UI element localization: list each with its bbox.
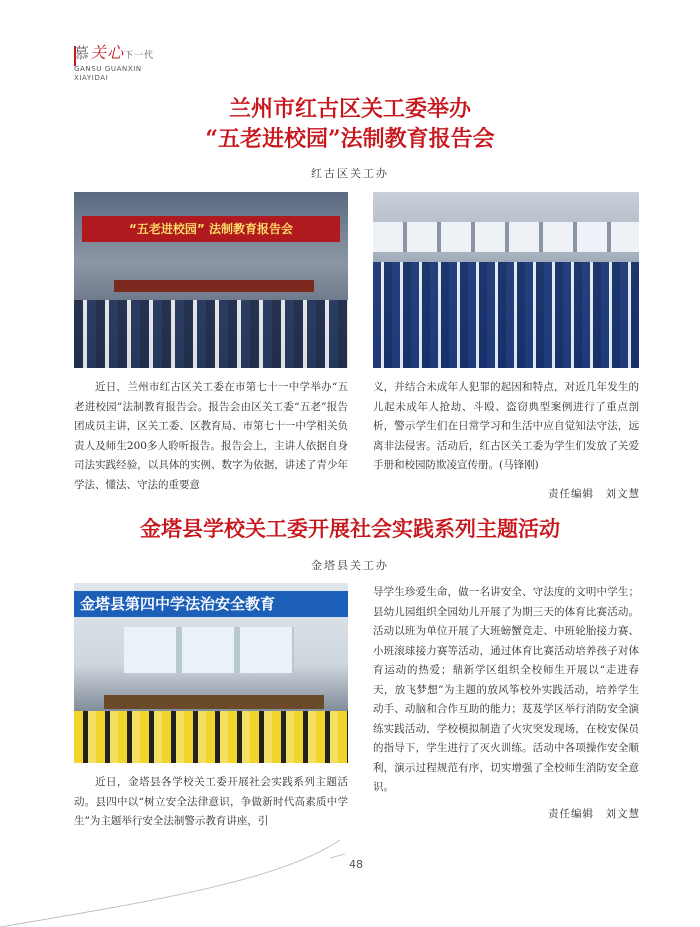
stage-banner: “五老进校园” 法制教育报告会 [82, 216, 340, 242]
display-boards [124, 627, 294, 673]
school-banner: 金塔县第四中学法治安全教育 [74, 591, 348, 617]
article1-byline: 红古区关工办 [311, 167, 389, 180]
audience-students [373, 262, 639, 368]
article1-body-right: 义，并结合未成年人犯罪的起因和特点，对近几年发生的儿起未成年人抢劫、斗殴、盗窃典型案例进行了重点剖析，警示学生们在日常学习和生活中应自觉知法守法，远离非法侵害。活动后，红古区关工委为学生们发放了关爱手册和校园防欺凌宣传册。(马锋刚) [373, 381, 639, 471]
audience [74, 300, 348, 368]
logo-latin-2: XIAYIDAI [74, 74, 109, 82]
logo-char: 慕 [74, 44, 91, 62]
magazine-logo [74, 40, 194, 92]
students-yellow [74, 711, 348, 763]
article1-title-line1: 兰州市红古区关工委举办 [228, 96, 471, 122]
speaker-table [104, 695, 324, 709]
stage-table [114, 280, 314, 292]
article2-title: 金塔县学校关工委开展社会实践系列主题活动 [140, 516, 560, 541]
page-decoration [0, 840, 700, 927]
logo-wordmark [74, 40, 194, 63]
article1-title-line2: “五老进校园”法制教育报告会 [205, 126, 495, 152]
page-number: 48 [349, 858, 363, 871]
article2-body-right: 导学生珍爱生命，做一名讲安全、守法度的文明中学生；县幼儿园组织全园幼儿开展了为期三天的体育比赛活动。活动以班为单位开展了大班螃蟹竞走、中班轮胎接力赛、小班滚球接力赛等活动，通过体育比赛活动培养孩子对体育运动的热爱；鼎新学区组织全校师生开展以“走进春天，放飞梦想”为主题的放风筝校外实践活动，培养学生动手、动脑和合作互助的能力；芨芨学区举行消防安全演练实践活动，学校模拟制造了火灾突发现场，在校安保员的指导下，学生进行了灭火训练。活动中各项操作安全顺利，演示过程规范有序，切实增强了全校师生消防安全意识。 [373, 586, 639, 793]
article2-photo [74, 583, 348, 763]
article1-photo-stage [74, 192, 348, 368]
logo-script: 关心 [90, 43, 125, 62]
article2-body-left: 近日，金塔县各学校关工委开展社会实践系列主题活动。县四中以“树立安全法律意识，争做新时代高素质中学生”为主题举行安全法制警示教育讲座，引 [74, 776, 348, 827]
article2-byline: 金塔县关工办 [311, 559, 389, 572]
hall-windows [373, 222, 639, 252]
logo-latin-1: GANSU GUANXIN [74, 65, 142, 73]
article1-editor: 责任编辑 刘文慧 [548, 488, 640, 500]
article1-photo-audience [373, 192, 639, 368]
article1-body-left: 近日，兰州市红古区关工委在市第七十一中学举办“五老进校园”法制教育报告会。报告会由区关工委“五老”报告团成员主讲，区关工委、区教育局、市第七十一中学相关负责人及师生200多人聆听报告。报告会上，主讲人依据自身司法实践经验，以具体的实例、数字为依据，讲述了青少年学法、懂法、守法的重要意 [74, 381, 348, 491]
logo-small: 下一代 [124, 51, 155, 61]
article2-editor: 责任编辑 刘文慧 [548, 808, 640, 820]
